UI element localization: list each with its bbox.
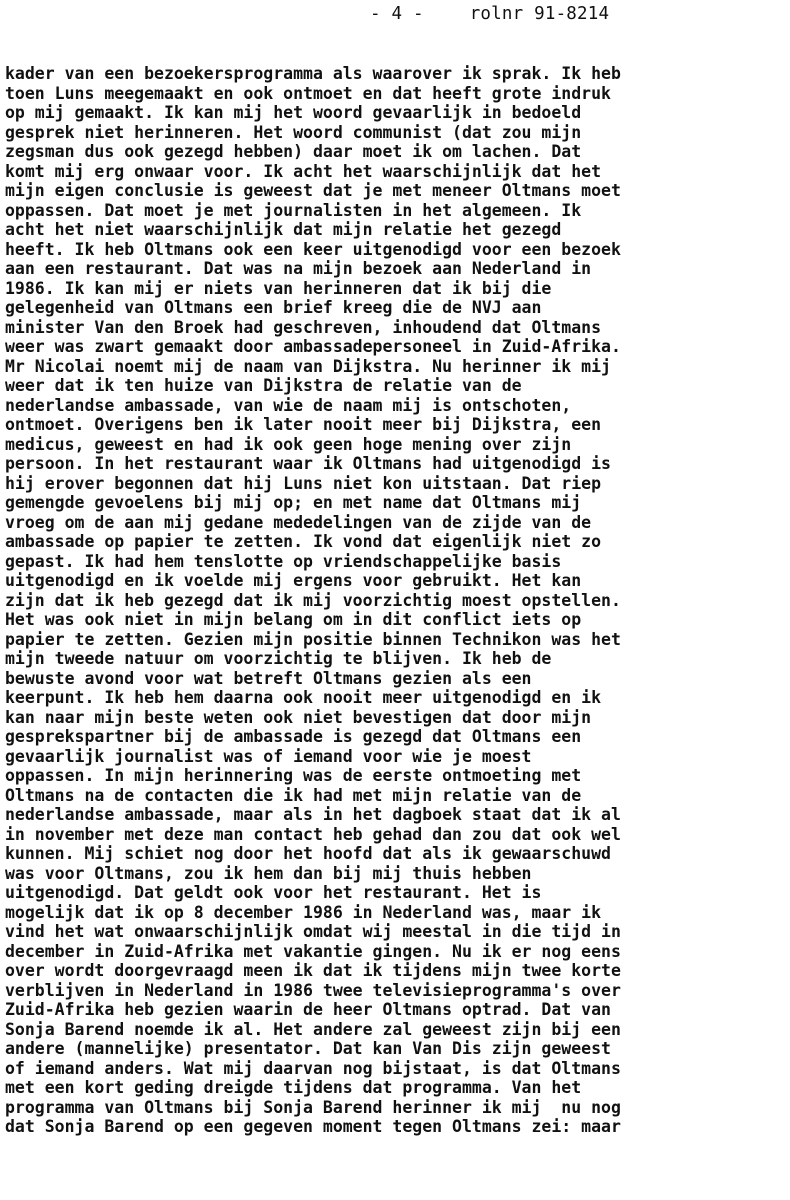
text-line: mijn tweede natuur om voorzichtig te blijven. Ik heb de [5,649,552,668]
text-line: programma van Oltmans bij Sonja Barend herinner ik mij nu nog [5,1097,621,1117]
text-line: bewuste avond voor wat betreft Oltmans gezien als een [5,668,532,688]
page-header [370,4,609,25]
text-line: vind het wat onwaarschijnlijk omdat wij meestal in die tijd in [5,922,621,941]
text-line: gemengde gevoelens bij mij op; en met name dat Oltmans mij [5,493,582,512]
text-line: Zuid-Afrika heb gezien waarin de heer Oltmans optrad. Dat van [5,1000,611,1019]
text-line: andere (mannelijke) presentator. Dat kan Van Dis zijn geweest [5,1039,611,1058]
text-line: vroeg om de aan mij gedane mededelingen van de zijde van de [5,512,592,532]
page-number: - 4 - [370,4,424,24]
text-line: mijn eigen conclusie is geweest dat je met meneer Oltmans moet [5,181,621,200]
text-line: kader van een bezoekersprogramma als waarover ik sprak. Ik heb [5,64,621,83]
text-line: papier te zetten. Gezien mijn positie binnen Technikon was het [5,629,621,649]
text-line: keerpunt. Ik heb hem daarna ook nooit meer uitgenodigd en ik [5,688,602,707]
text-line: toen Luns meegemaakt en ook ontmoet en dat heeft grote indruk [5,83,611,103]
text-line: oppassen. In mijn herinnering was de eerste ontmoeting met [5,766,582,785]
text-line: in november met deze man contact heb gehad dan zou dat ook wel [5,824,621,844]
text-line: medicus, geweest en had ik ook geen hoge mening over zijn [5,434,572,454]
text-line: uitgenodigd en ik voelde mij ergens voor gebruikt. Het kan [5,571,582,590]
text-line: gelegenheid van Oltmans een brief kreeg die de NVJ aan [5,298,542,317]
text-line: acht het niet waarschijnlijk dat mijn relatie het gezegd [5,220,562,239]
text-line: nederlandse ambassade, van wie de naam mij is ontschoten, [5,395,572,415]
text-line: over wordt doorgevraagd meen ik dat ik tijdens mijn twee korte [5,961,621,980]
text-line: zegsman dus ook gezegd hebben) daar moet ik om lachen. Dat [5,142,582,161]
text-line: weer was zwart gemaakt door ambassadepersoneel in Zuid-Afrika. [5,337,621,356]
text-line: ambassade op papier te zetten. Ik vond dat eigenlijk niet zo [5,532,602,551]
text-line: hij erover begonnen dat hij Luns niet kon uitstaan. Dat riep [5,473,602,493]
text-line: gesprekspartner bij de ambassade is gezegd dat Oltmans een [5,727,582,746]
text-line: of iemand anders. Wat mij daarvan nog bijstaat, is dat Oltmans [5,1058,621,1078]
text-line: heeft. Ik heb Oltmans ook een keer uitgenodigd voor een bezoek [5,239,621,259]
text-line: nederlandse ambassade, maar als in het dagboek staat dat ik al [5,805,621,824]
text-line: kan naar mijn beste weten ook niet bevestigen dat door mijn [5,707,592,727]
text-line: aan een restaurant. Dat was na mijn bezoek aan Nederland in [5,259,592,278]
text-line: met een kort geding dreigde tijdens dat programma. Van het [5,1078,582,1097]
text-line: uitgenodigd. Dat geldt ook voor het restaurant. Het is [5,883,542,902]
text-line: minister Van den Broek had geschreven, inhoudend dat Oltmans [5,317,602,337]
text-line: oppassen. Dat moet je met journalisten in het algemeen. Ik [5,200,582,220]
text-line: zijn dat ik heb gezegd dat ik mij voorzichtig moest opstellen. [5,590,621,610]
text-line: kunnen. Mij schiet nog door het hoofd dat als ik gewaarschuwd [5,844,611,863]
text-line: december in Zuid-Afrika met vakantie gingen. Nu ik er nog eens [5,941,621,961]
text-line: Sonja Barend noemde ik al. Het andere zal geweest zijn bij een [5,1019,621,1039]
text-line: gesprek niet herinneren. Het woord communist (dat zou mijn [5,122,582,142]
text-line: gepast. Ik had hem tenslotte op vriendschappelijke basis [5,551,562,571]
body-text [5,64,788,1137]
text-line: persoon. In het restaurant waar ik Oltmans had uitgenodigd is [5,454,611,473]
text-line: was voor Oltmans, zou ik hem dan bij mij thuis hebben [5,863,532,883]
text-line: komt mij erg onwaar voor. Ik acht het waarschijnlijk dat het [5,161,602,181]
roll-number: rolnr 91-8214 [469,4,610,24]
text-line: weer dat ik ten huize van Dijkstra de relatie van de [5,376,522,395]
text-line: Het was ook niet in mijn belang om in dit conflict iets op [5,610,582,629]
text-line: Mr Nicolai noemt mij de naam van Dijkstra. Nu herinner ik mij [5,356,611,376]
text-line: Oltmans na de contacten die ik had met mijn relatie van de [5,785,582,805]
text-line: dat Sonja Barend op een gegeven moment tegen Oltmans zei: maar [5,1117,621,1136]
text-line: mogelijk dat ik op 8 december 1986 in Nederland was, maar ik [5,902,602,922]
text-line: gevaarlijk journalist was of iemand voor wie je moest [5,746,532,766]
text-line: ontmoet. Overigens ben ik later nooit meer bij Dijkstra, een [5,415,602,434]
text-line: 1986. Ik kan mij er niets van herinneren dat ik bij die [5,278,552,298]
text-line: op mij gemaakt. Ik kan mij het woord gevaarlijk in bedoeld [5,103,582,122]
text-line: verblijven in Nederland in 1986 twee televisieprogramma's over [5,980,621,1000]
